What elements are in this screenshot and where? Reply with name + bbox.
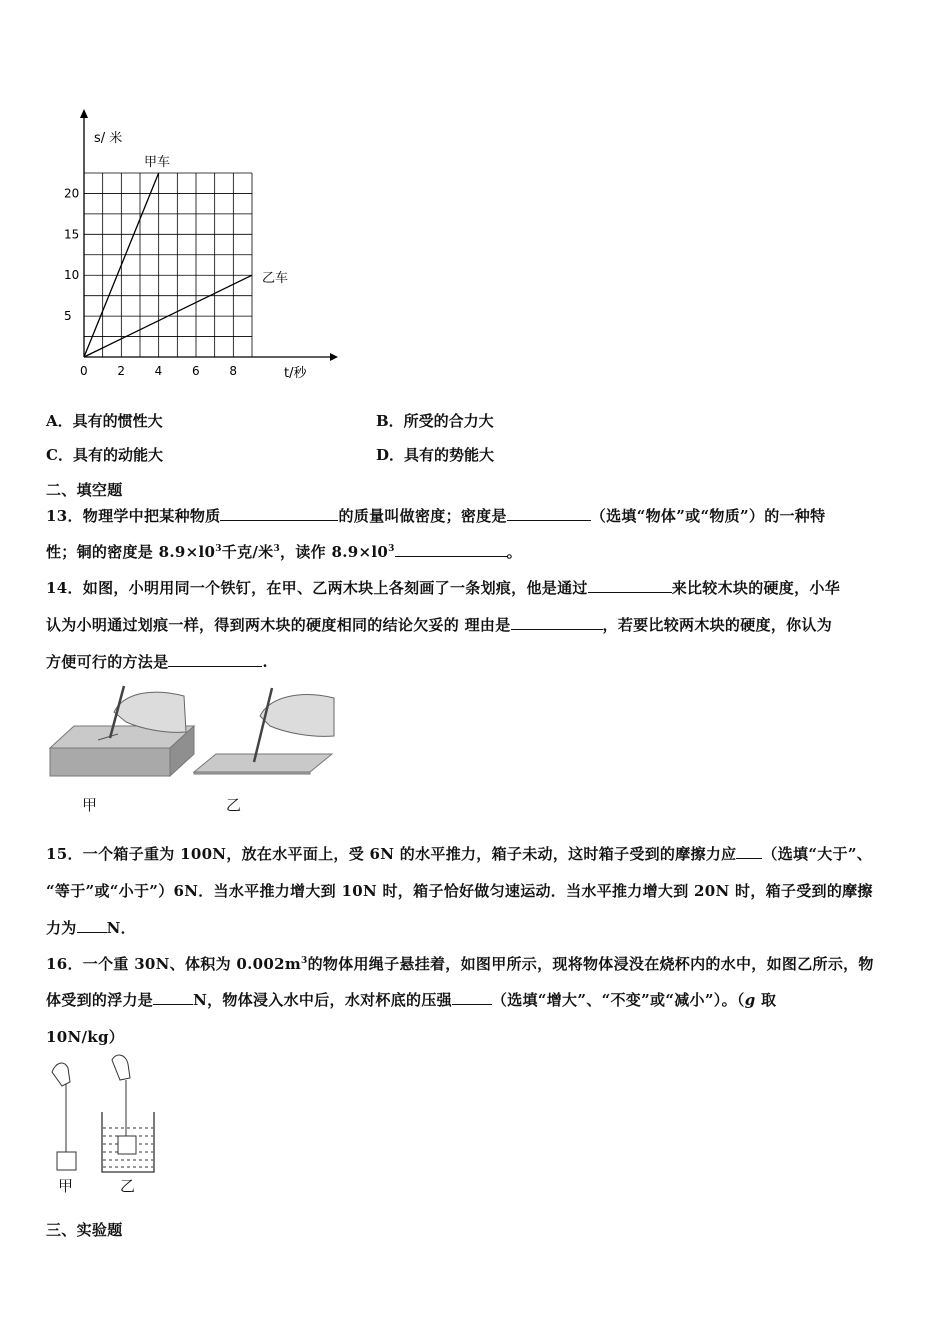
q14-line1: 14．如图，小明用同一个铁钉，在甲、乙两木块上各刻画了一条划痕，他是通过 来比较木块的硬度，小华 [46, 579, 840, 597]
x-axis-label: t/秒 [284, 366, 307, 381]
hand-yi [112, 1055, 130, 1080]
q14-blank2 [511, 615, 603, 630]
option-c: C．具有的动能大 [46, 446, 163, 464]
wood-block-yi-top [194, 754, 332, 772]
q14-blank3 [168, 652, 262, 667]
caption-yi: 乙 [226, 796, 242, 814]
caption-beaker-jia: 甲 [58, 1177, 74, 1195]
q16-line2: 体受到的浮力是 N，物体浸入水中后，水对杯底的压强 （选填“增大”、“不变”或“减小”）。（g 取 [46, 991, 777, 1009]
block-jia [57, 1152, 76, 1170]
y-axis-arrow [80, 109, 88, 118]
q14-blank1 [588, 578, 672, 593]
option-b: B．所受的合力大 [376, 412, 494, 430]
q15-line2: “等于”或“小于”）6N．当水平推力增大到 10N 时，箱子恰好做匀速运动．当水平推力增大到 20N 时，箱子受到的摩擦 [46, 882, 873, 900]
q13-blank3 [395, 542, 507, 557]
q16-line3: 10N/kg） [46, 1028, 125, 1046]
x-tick-label: 6 [192, 364, 200, 378]
q16-blank1 [153, 990, 193, 1005]
q15-line3: 力为 N． [46, 919, 136, 937]
y-axis-label: s/ 米 [94, 131, 123, 146]
q13-line1: 13．物理学中把某种物质 的质量叫做密度；密度是 （选填“物体”或“物质”）的一种特 [46, 507, 826, 525]
q16-line1: 16．一个重 30N、体积为 $0.002m^3$的物体用绳子悬挂着，如图甲所示，现将物体浸没在烧杯内的水中，如图乙所示，物 [46, 955, 874, 973]
y-tick-label: 15 [64, 227, 80, 242]
chart-axes [80, 109, 338, 361]
q14-line3: 方便可行的方法是 . [46, 653, 268, 671]
y-tick-label: 20 [64, 186, 80, 201]
x-tick-label: 4 [154, 364, 163, 378]
y-tick-label: 10 [64, 268, 80, 283]
hand-yi [260, 695, 334, 737]
x-tick-label: 2 [117, 364, 125, 378]
section-heading-fill: 二、填空题 [46, 481, 123, 499]
y-tick-label: 5 [64, 309, 72, 324]
q13-blank2 [507, 506, 591, 521]
q15-line1: 15．一个箱子重为 100N，放在水平面上，受 6N 的水平推力，箱子未动，这时箱子受到的摩擦力应 （选填“大于”、 [46, 845, 873, 863]
x-tick-label: 0 [80, 364, 88, 378]
beaker-figure [40, 1054, 170, 1179]
wood-block-jia-front [50, 748, 170, 776]
q15-blank2 [77, 918, 107, 933]
option-d: D．具有的势能大 [376, 446, 495, 464]
series-label-yi: 乙车 [262, 271, 289, 286]
section-heading-experiment: 三、实验题 [46, 1221, 123, 1239]
hand-jia [52, 1063, 70, 1086]
series-label-jia: 甲车 [144, 155, 171, 170]
q14-line2: 认为小明通过划痕一样，得到两木块的硬度相同的结论欠妥的 理由是 ，若要比较两木块的硬度，你认为 [46, 616, 833, 634]
x-axis-arrow [330, 353, 338, 361]
q13-line2: 性；铜的密度是 $8.9\times l0^3$千克/米$^3$，读作 $8.9\times l0^3$ 。 [46, 543, 522, 561]
x-tick-label: 8 [229, 364, 237, 378]
caption-beaker-yi: 乙 [120, 1177, 136, 1195]
block-yi [118, 1136, 136, 1154]
q15-blank1 [736, 844, 762, 859]
caption-jia: 甲 [82, 796, 98, 814]
s-t-chart [40, 100, 350, 390]
wood-blocks-figure [44, 682, 344, 782]
option-a: A．具有的惯性大 [46, 412, 163, 430]
chart-grid [84, 173, 252, 357]
q16-blank2 [452, 990, 492, 1005]
q13-blank1 [220, 506, 338, 521]
